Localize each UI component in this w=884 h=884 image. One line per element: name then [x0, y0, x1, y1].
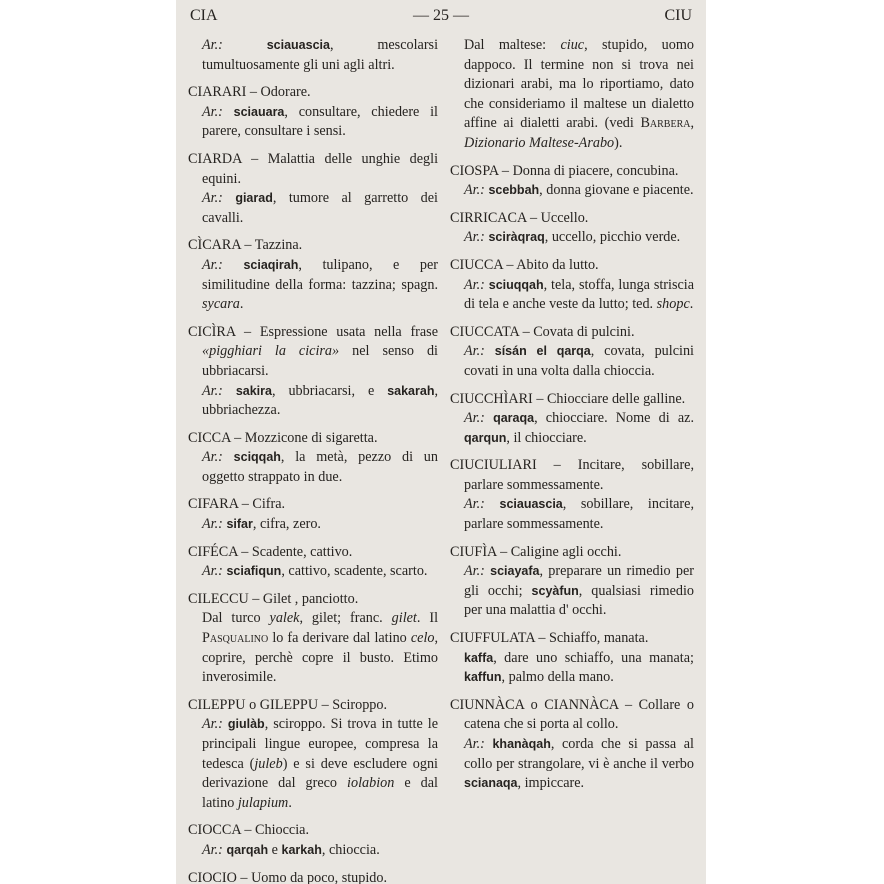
- headword: CIFÉCA: [188, 543, 238, 560]
- dictionary-entry: CIUFÌA – Caligine agli occhi. Ar.: sciayafa, preparare un rimedio per gli occhi; scyàfun, qualsiasi rimedio per una malattia d' occhi.: [450, 543, 695, 619]
- dictionary-entry: CIUCCATA – Covata di pulcini. Ar.: sísán el qarqa, covata, pulcini covati in una volta dalla chioccia.: [450, 323, 694, 379]
- dictionary-entry: CILECCU – Gilet , panciotto. Dal turco yalek, gilet; franc. gilet. Il Pasqualino lo fa derivare dal latino celo, coprire, perchè copre il busto. Etimo inverosimile.: [188, 590, 439, 686]
- headword: CILECCU: [188, 590, 249, 607]
- dictionary-entry: CIOSPA – Donna di piacere, concubina. Ar.: scebbah, donna giovane e piacente.: [450, 162, 694, 199]
- dictionary-page: [176, 0, 706, 884]
- dictionary-entry: CÌCARA – Tazzina. Ar.: sciaqirah, tulipano, e per similitudine della forma: tazzina; spagn. sycara.: [188, 237, 438, 313]
- dictionary-entry: CICÌRA – Espressione usata nella frase «pigghiari la cicira» nel senso di ubbriacarsi. Ar.: sakira, ubbriacarsi, e sakarah, ubbriachezza.: [188, 323, 439, 419]
- dictionary-entry: CICCA – Mozzicone di sigaretta. Ar.: sciqqah, la metà, pezzo di un oggetto strappato in due.: [188, 429, 438, 485]
- headword: CIARDA: [188, 150, 242, 167]
- dictionary-entry: CILEPPU o GILEPPU – Sciroppo. Ar.: giulàb, sciroppo. Si trova in tutte le principali lingue europee, compresa la tedesca (juleb) e si deve escludere ogni derivazione dal greco iolabion e dal latino julapium.: [188, 696, 438, 811]
- dictionary-entry: CIUCIULIARI – Incitare, sobillare, parlare sommessamente. Ar.: sciauascia, sobillare, incitare, parlare sommessamente.: [450, 457, 695, 533]
- headword: CIUFÌA: [450, 543, 497, 560]
- dictionary-entry: CIUFFULATA – Schiaffo, manata. kaffa, dare uno schiaffo, una manata; kaffun, palmo della mano.: [450, 630, 694, 686]
- headword: CIRRICACA: [450, 209, 527, 226]
- dictionary-entry: CIUCCHÌARI – Chiocciare delle galline. Ar.: qaraqa, chiocciare. Nome di az. qarqun, il chiocciare.: [450, 390, 695, 446]
- header-right-guide-word: CIU: [664, 7, 692, 24]
- headword: CIFARA: [188, 496, 239, 513]
- dictionary-entry: CIFARA – Cifra. Ar.: sifar, cifra, zero.: [188, 496, 321, 533]
- headword: CIOSPA: [450, 162, 499, 179]
- page-number: — 25 —: [413, 7, 469, 24]
- dictionary-entry: CIOCCA – Chioccia. Ar.: qarqah e karkah, chioccia.: [188, 822, 380, 858]
- right-column: [450, 36, 694, 802]
- headword: CICÌRA: [188, 323, 236, 340]
- header-left-guide-word: CIA: [190, 7, 218, 24]
- headword: CIUFFULATA: [450, 630, 535, 647]
- dictionary-entry: CIUCCA – Abito da lutto. Ar.: sciuqqah, tela, stoffa, lunga striscia di tela e anche veste da lutto; ted. shopc.: [450, 256, 694, 313]
- headword: CIUCCATA: [450, 323, 520, 340]
- dictionary-entry: CIARARI – Odorare. Ar.: sciauara, consultare, chiedere il parere, consultare i sensi.: [188, 84, 438, 140]
- dictionary-entry: CIRRICACA – Uccello. Ar.: sciràqraq, uccello, picchio verde.: [450, 209, 681, 246]
- headword: CIUNNÀCA o CIANNÀCA: [450, 696, 619, 713]
- left-column: [188, 36, 438, 884]
- headword: CÌCARA: [188, 237, 241, 254]
- headword: CILEPPU o GILEPPU: [188, 696, 319, 713]
- headword: CIUCCA: [450, 256, 503, 273]
- headword: CIOCIO: [188, 869, 237, 884]
- dictionary-entry: Dal maltese: ciuc, stupido, uomo dappoco. Il termine non si trova nei dizionari arabi, ma lo riportiamo, dato che consideriamo il maltese un dialetto affine ai dialetti arabi. (vedi Barbera, Dizionario Maltese-Arabo).: [464, 37, 695, 151]
- headword: CIUCCHÌARI: [450, 390, 533, 407]
- headword: CIOCCA: [188, 822, 241, 839]
- dictionary-entry: Ar.: sciauascia, mescolarsi tumultuosamente gli uni agli altri.: [202, 37, 439, 73]
- headword: CIARARI: [188, 84, 247, 101]
- dictionary-entry: CIUNNÀCA o CIANNÀCA – Collare o catena che si porta al collo. Ar.: khanàqah, corda che si passa al collo per strangolare, vi è anche il verbo scianaqa, impiccare.: [450, 696, 694, 792]
- headword: CIUCIULIARI: [450, 457, 537, 474]
- dictionary-entry: CIARDA – Malattia delle unghie degli equini. Ar.: giarad, tumore al garretto dei cavalli.: [188, 150, 439, 226]
- dictionary-entry: CIFÉCA – Scadente, cattivo. Ar.: sciafiqun, cattivo, scadente, scarto.: [188, 543, 428, 580]
- dictionary-entry: CIOCIO – Uomo da poco, stupido.: [188, 869, 388, 884]
- headword: CICCA: [188, 429, 231, 446]
- page-header: [190, 4, 692, 28]
